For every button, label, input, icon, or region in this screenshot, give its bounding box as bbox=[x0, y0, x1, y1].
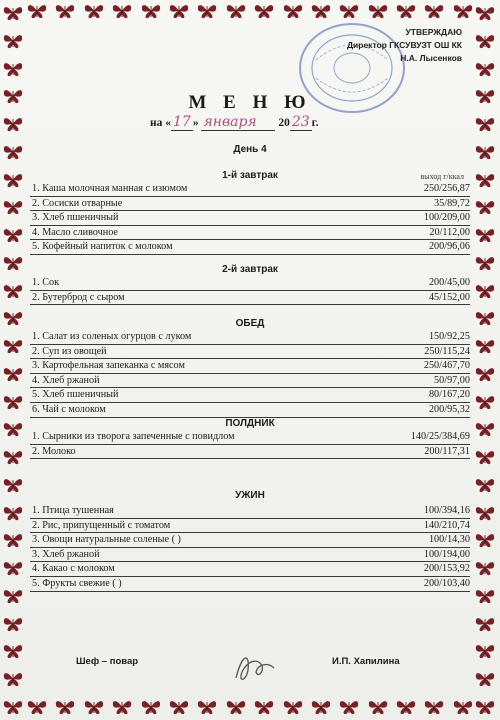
butterfly-icon bbox=[474, 60, 496, 78]
menu-row bbox=[30, 330, 470, 345]
dish-name: 4. Хлеб ржаной bbox=[32, 374, 100, 386]
butterfly-icon bbox=[474, 448, 496, 466]
menu-row bbox=[30, 519, 470, 534]
butterfly-icon bbox=[253, 698, 275, 716]
butterfly-icon bbox=[2, 504, 24, 522]
dish-name: 3. Хлеб пшеничный bbox=[32, 212, 119, 224]
butterfly-icon bbox=[2, 587, 24, 605]
butterfly-icon bbox=[2, 615, 24, 633]
approval-line-3: Н.А. Лысенков bbox=[400, 53, 462, 63]
menu-row bbox=[30, 182, 470, 197]
dish-yield-kcal: 100/14,30 bbox=[428, 534, 470, 546]
dish-yield-kcal: 140/25/384,69 bbox=[410, 431, 470, 442]
butterfly-icon bbox=[2, 60, 24, 78]
dish-name: 3. Овощи натуральные соленые ( ) bbox=[32, 534, 181, 546]
dish-yield-kcal: 45/152,00 bbox=[428, 291, 470, 303]
menu-row bbox=[30, 211, 470, 226]
menu-row bbox=[30, 533, 470, 548]
dish-name: 4. Какао с молоком bbox=[32, 563, 115, 575]
butterfly-icon bbox=[26, 2, 48, 20]
dish-name: 2. Суп из овощей bbox=[32, 345, 107, 357]
date-year-suffix: 23 bbox=[291, 114, 310, 130]
menu-row bbox=[30, 548, 470, 563]
unit-label: выход г/ккал bbox=[420, 172, 464, 181]
butterfly-icon bbox=[474, 531, 496, 549]
butterfly-icon bbox=[338, 698, 360, 716]
butterfly-icon bbox=[452, 2, 474, 20]
dish-yield-kcal: 50/97,00 bbox=[434, 374, 470, 386]
dish-yield-kcal: 20/112,00 bbox=[429, 226, 470, 238]
day-label: День 4 bbox=[233, 144, 267, 155]
date-prefix: на « bbox=[150, 117, 172, 129]
butterfly-icon bbox=[474, 587, 496, 605]
butterfly-icon bbox=[2, 4, 24, 22]
section-title: 1-й завтрак bbox=[222, 170, 278, 181]
butterfly-icon bbox=[196, 698, 218, 716]
butterfly-icon bbox=[2, 365, 24, 383]
butterfly-icon bbox=[2, 698, 24, 716]
butterfly-icon bbox=[253, 2, 275, 20]
menu-row bbox=[30, 445, 470, 460]
butterfly-icon bbox=[282, 2, 304, 20]
butterfly-icon bbox=[2, 670, 24, 688]
dish-yield-kcal: 200/45,00 bbox=[428, 277, 470, 288]
menu-row bbox=[30, 562, 470, 577]
section-title: 2-й завтрак bbox=[222, 264, 278, 275]
menu-row bbox=[30, 504, 470, 519]
butterfly-icon bbox=[395, 698, 417, 716]
date-year-prefix: 20 bbox=[278, 117, 290, 129]
section-title: УЖИН bbox=[235, 490, 265, 501]
butterfly-icon bbox=[2, 282, 24, 300]
butterfly-icon bbox=[2, 226, 24, 244]
section-title: ОБЕД bbox=[235, 318, 265, 329]
butterfly-icon bbox=[168, 698, 190, 716]
butterfly-icon bbox=[474, 32, 496, 50]
butterfly-icon bbox=[474, 504, 496, 522]
butterfly-icon bbox=[111, 2, 133, 20]
butterfly-icon bbox=[2, 559, 24, 577]
butterfly-icon bbox=[140, 698, 162, 716]
butterfly-icon bbox=[474, 4, 496, 22]
dish-yield-kcal: 100/209,00 bbox=[423, 212, 470, 224]
dish-name: 4. Масло сливочное bbox=[32, 226, 118, 238]
butterfly-icon bbox=[111, 698, 133, 716]
butterfly-icon bbox=[474, 559, 496, 577]
date-month: января bbox=[203, 114, 257, 130]
butterfly-icon bbox=[474, 615, 496, 633]
butterfly-border-bottom bbox=[26, 698, 474, 718]
butterfly-icon bbox=[26, 698, 48, 716]
dish-name: 1. Каша молочная манная с изюмом bbox=[32, 183, 188, 194]
dish-yield-kcal: 100/194,00 bbox=[423, 548, 470, 560]
butterfly-icon bbox=[2, 531, 24, 549]
dish-name: 1. Салат из соленых огурцов с луком bbox=[32, 331, 192, 342]
menu-row bbox=[30, 577, 470, 592]
dish-name: 5. Хлеб пшеничный bbox=[32, 389, 119, 401]
butterfly-icon bbox=[2, 448, 24, 466]
butterfly-icon bbox=[2, 642, 24, 660]
butterfly-icon bbox=[168, 2, 190, 20]
dish-yield-kcal: 200/117,31 bbox=[424, 445, 470, 457]
dish-name: 2. Молоко bbox=[32, 445, 76, 457]
section-rows bbox=[30, 430, 470, 459]
dish-yield-kcal: 250/467,70 bbox=[423, 360, 470, 372]
dish-yield-kcal: 200/95,32 bbox=[428, 403, 470, 415]
butterfly-icon bbox=[395, 2, 417, 20]
butterfly-icon bbox=[474, 365, 496, 383]
butterfly-icon bbox=[2, 32, 24, 50]
butterfly-icon bbox=[2, 115, 24, 133]
menu-row bbox=[30, 197, 470, 212]
dish-yield-kcal: 140/210,74 bbox=[423, 519, 470, 531]
butterfly-icon bbox=[423, 698, 445, 716]
menu-row bbox=[30, 240, 470, 255]
dish-yield-kcal: 100/394,16 bbox=[423, 505, 470, 516]
butterfly-icon bbox=[474, 226, 496, 244]
butterfly-icon bbox=[474, 393, 496, 411]
butterfly-border-top bbox=[26, 2, 474, 22]
section-rows bbox=[30, 182, 470, 255]
dish-name: 1. Сок bbox=[32, 277, 60, 288]
butterfly-icon bbox=[54, 2, 76, 20]
butterfly-icon bbox=[83, 2, 105, 20]
approval-line-2: Директор ГКСУВУЗТ ОШ КК bbox=[346, 40, 462, 50]
butterfly-icon bbox=[474, 642, 496, 660]
chef-name: И.П. Хапилина bbox=[332, 656, 400, 667]
menu-row bbox=[30, 226, 470, 241]
dish-name: 3. Хлеб ржаной bbox=[32, 548, 100, 560]
dish-name: 5. Фрукты свежие ( ) bbox=[32, 577, 122, 589]
butterfly-icon bbox=[474, 115, 496, 133]
butterfly-icon bbox=[474, 698, 496, 716]
dish-name: 1. Птица тушенная bbox=[32, 505, 114, 516]
butterfly-icon bbox=[452, 698, 474, 716]
butterfly-icon bbox=[474, 670, 496, 688]
dish-name: 6. Чай с молоком bbox=[32, 403, 106, 415]
butterfly-icon bbox=[282, 698, 304, 716]
dish-yield-kcal: 200/96,06 bbox=[428, 241, 470, 253]
menu-title: М Е Н Ю bbox=[188, 92, 312, 113]
approval-block bbox=[347, 26, 462, 65]
menu-row bbox=[30, 345, 470, 360]
butterfly-icon bbox=[2, 337, 24, 355]
date-mid: » bbox=[192, 117, 199, 129]
menu-row bbox=[30, 403, 470, 418]
butterfly-icon bbox=[225, 698, 247, 716]
chef-signature-icon bbox=[228, 648, 280, 688]
date-end: г. bbox=[311, 117, 319, 129]
butterfly-icon bbox=[196, 2, 218, 20]
dish-yield-kcal: 200/103,40 bbox=[423, 577, 470, 589]
dish-yield-kcal: 250/115,24 bbox=[424, 345, 470, 357]
butterfly-icon bbox=[54, 698, 76, 716]
dish-yield-kcal: 35/89,72 bbox=[434, 197, 470, 209]
dish-yield-kcal: 250/256,87 bbox=[423, 183, 470, 194]
menu-row bbox=[30, 276, 470, 291]
menu-row bbox=[30, 430, 470, 445]
butterfly-icon bbox=[474, 282, 496, 300]
section-title: ПОЛДНИК bbox=[225, 418, 275, 429]
butterfly-icon bbox=[310, 698, 332, 716]
dish-yield-kcal: 80/167,20 bbox=[428, 389, 470, 401]
dish-name: 2. Сосиски отварные bbox=[32, 197, 123, 209]
butterfly-icon bbox=[367, 698, 389, 716]
dish-yield-kcal: 200/153,92 bbox=[423, 563, 470, 575]
section-rows bbox=[30, 276, 470, 305]
butterfly-icon bbox=[83, 698, 105, 716]
menu-row bbox=[30, 374, 470, 389]
date-line bbox=[150, 114, 318, 131]
butterfly-icon bbox=[310, 2, 332, 20]
butterfly-icon bbox=[2, 393, 24, 411]
menu-row bbox=[30, 388, 470, 403]
approval-line-1: УТВЕРЖДАЮ bbox=[405, 27, 462, 37]
chef-label: Шеф – повар bbox=[76, 656, 139, 667]
section-rows bbox=[30, 330, 470, 418]
dish-name: 2. Рис, припущенный с томатом bbox=[32, 519, 171, 531]
butterfly-icon bbox=[338, 2, 360, 20]
section-rows bbox=[30, 504, 470, 592]
dish-name: 2. Бутерброд с сыром bbox=[32, 291, 125, 303]
dish-name: 3. Картофельная запеканка с мясом bbox=[32, 360, 185, 372]
butterfly-icon bbox=[474, 198, 496, 216]
dish-name: 5. Кофейный напиток с молоком bbox=[32, 241, 173, 253]
butterfly-icon bbox=[423, 2, 445, 20]
menu-row bbox=[30, 359, 470, 374]
dish-name: 1. Сырники из творога запеченные с повидлом bbox=[32, 431, 235, 442]
butterfly-icon bbox=[225, 2, 247, 20]
butterfly-icon bbox=[367, 2, 389, 20]
menu-row bbox=[30, 291, 470, 306]
butterfly-icon bbox=[140, 2, 162, 20]
dish-yield-kcal: 150/92,25 bbox=[428, 331, 470, 342]
date-day: 17 bbox=[173, 114, 191, 130]
butterfly-icon bbox=[2, 198, 24, 216]
butterfly-icon bbox=[474, 337, 496, 355]
